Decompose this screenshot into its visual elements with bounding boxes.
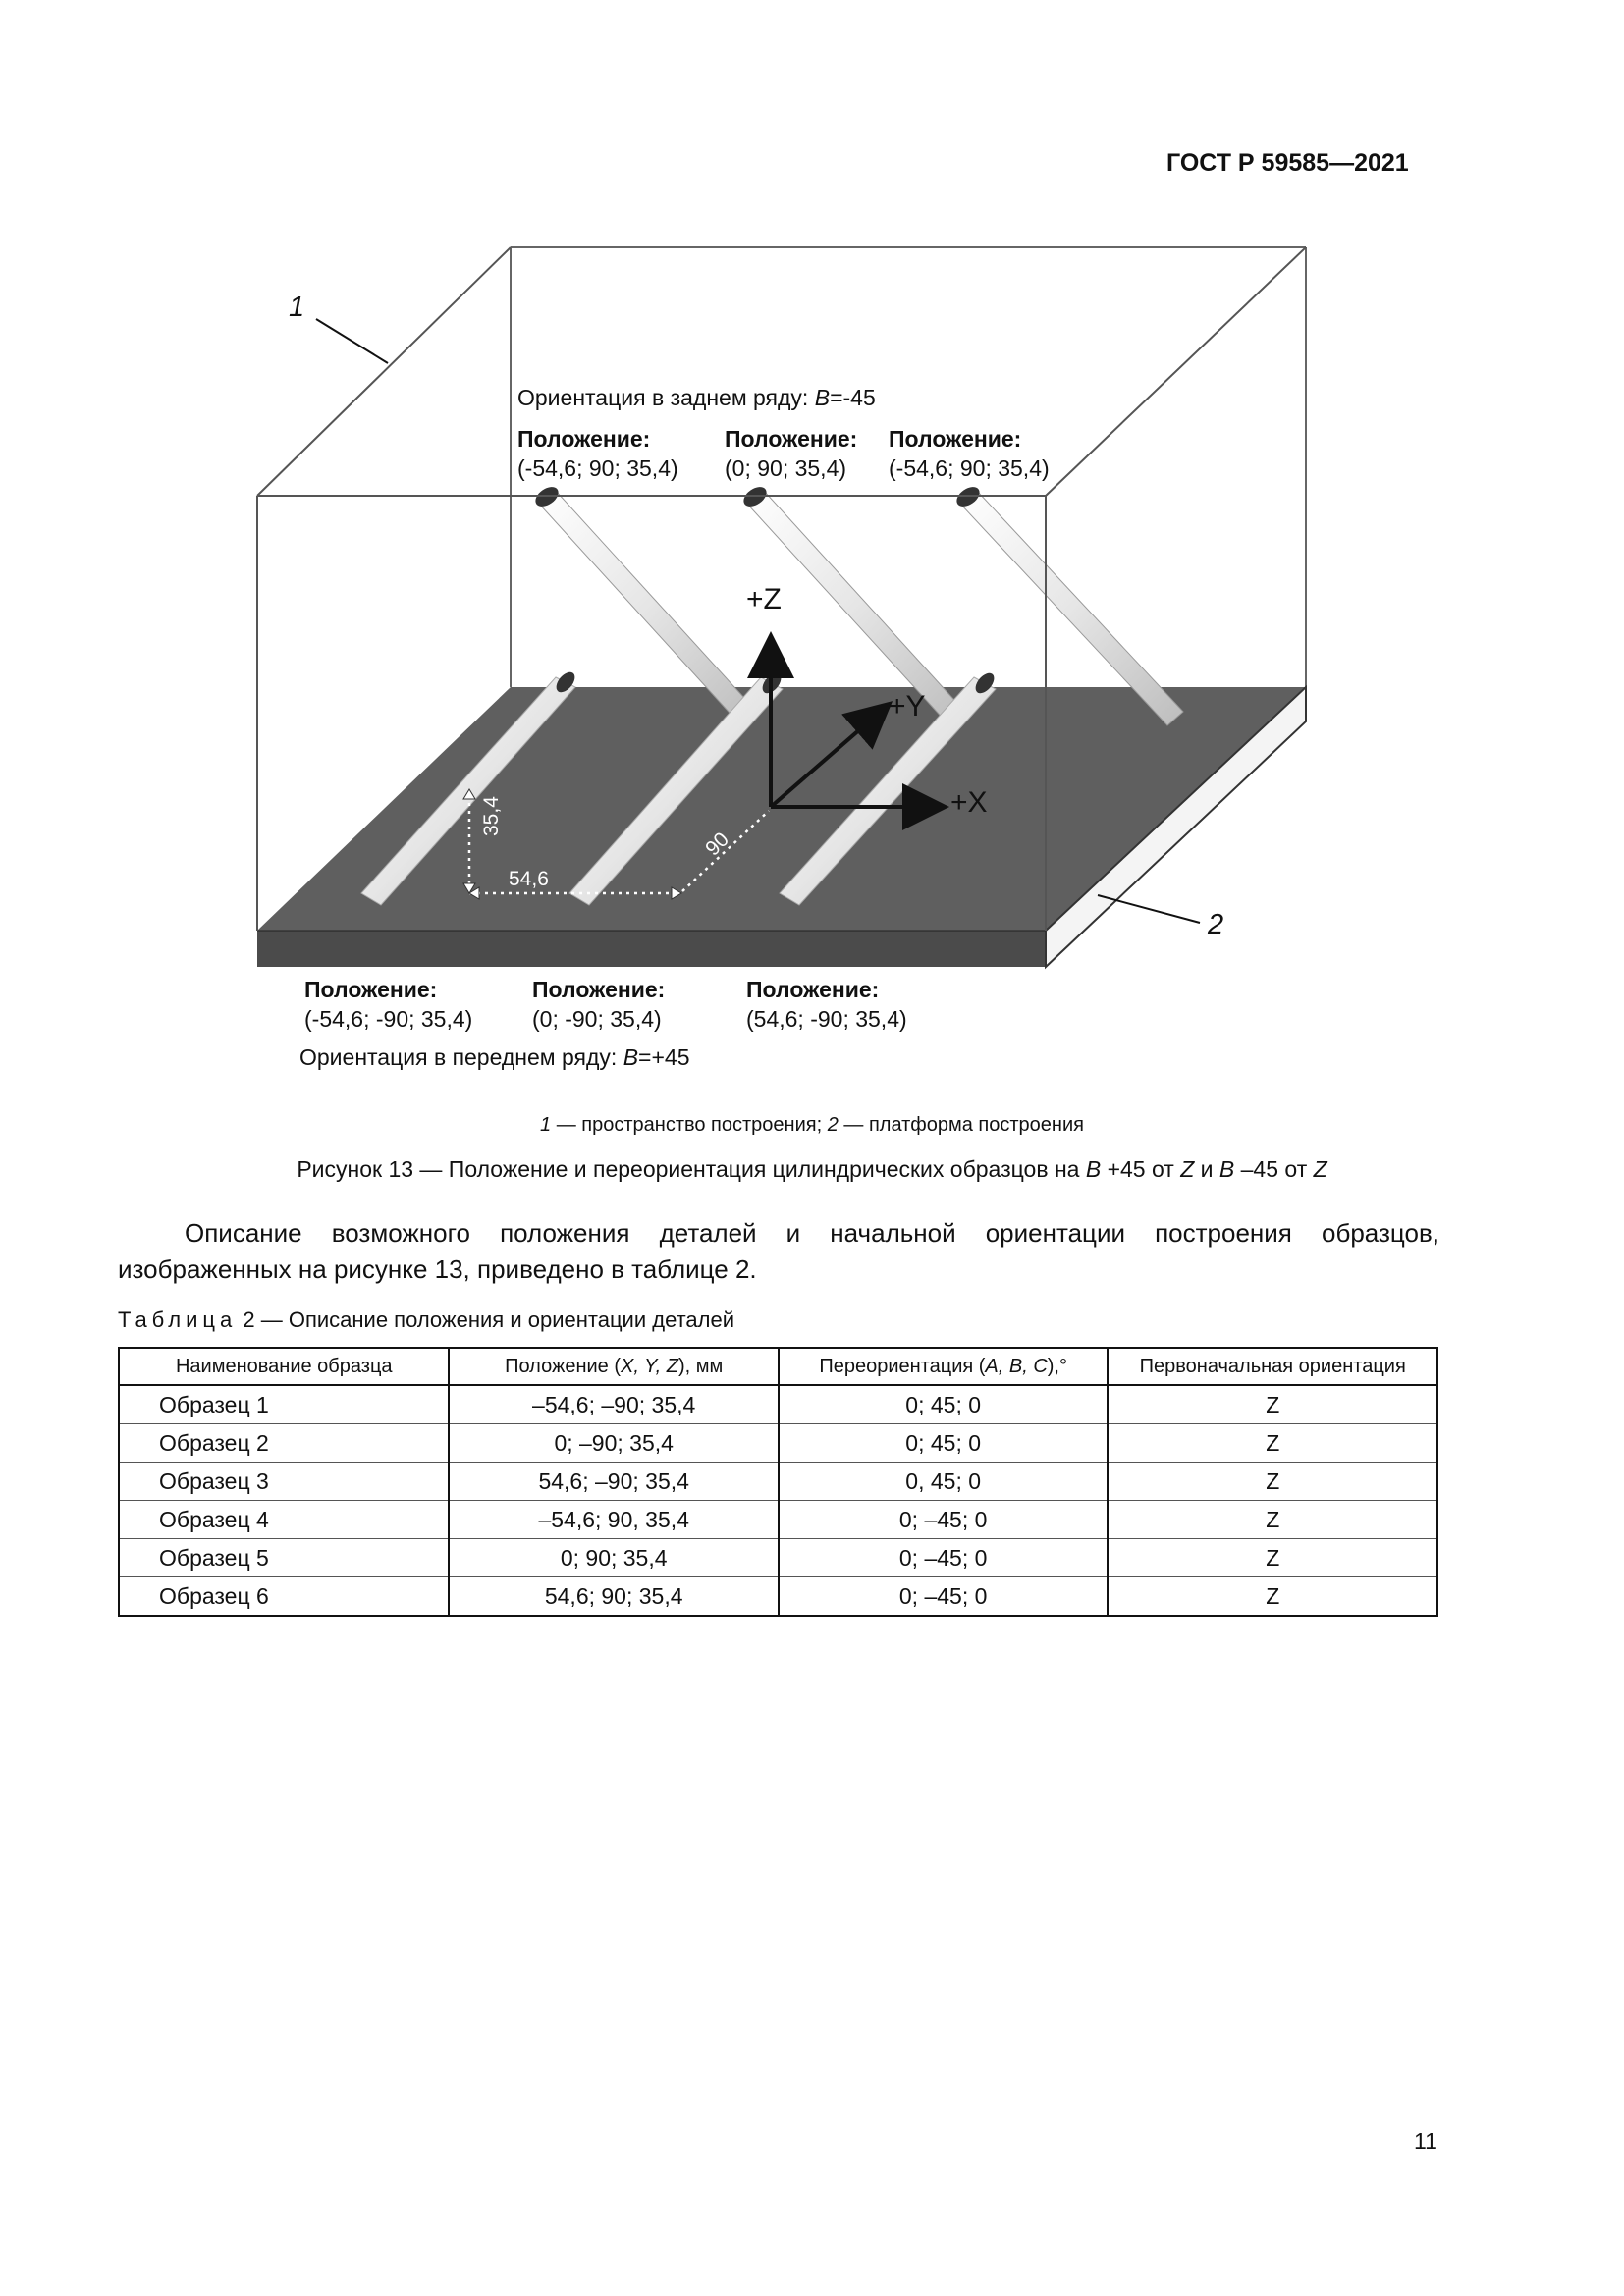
cell-initial: Z [1108, 1539, 1437, 1577]
cell-initial: Z [1108, 1424, 1437, 1463]
cell-name: Образец 1 [119, 1385, 449, 1424]
y-axis-label: +Y [889, 690, 926, 722]
callout-2-label: 2 [1208, 909, 1224, 940]
cell-name: Образец 2 [119, 1424, 449, 1463]
x-axis-label: +X [950, 786, 988, 819]
table-caption: Таблица 2 — Описание положения и ориентации деталей [118, 1308, 734, 1332]
cell-initial: Z [1108, 1501, 1437, 1539]
table-row [119, 1577, 1437, 1617]
table-row [119, 1539, 1437, 1577]
table-row [119, 1385, 1437, 1424]
table-header-row [119, 1348, 1437, 1385]
header-name: Наименование образца [119, 1348, 449, 1385]
cell-initial: Z [1108, 1577, 1437, 1617]
cell-name: Образец 5 [119, 1539, 449, 1577]
back-position-2: Положение: (0; 90; 35,4) [725, 426, 858, 481]
dimension-y-label: 90 [701, 828, 733, 861]
callout-1-leader [316, 319, 388, 363]
cell-name: Образец 4 [119, 1501, 449, 1539]
table-row [119, 1501, 1437, 1539]
cell-reorientation: 0; –45; 0 [779, 1539, 1109, 1577]
cell-name: Образец 3 [119, 1463, 449, 1501]
cell-position: –54,6; –90; 35,4 [449, 1385, 778, 1424]
dimension-height-label: 35,4 [480, 796, 503, 836]
header-initial-orientation: Первоначальная ориентация [1108, 1348, 1437, 1385]
cell-name: Образец 6 [119, 1577, 449, 1617]
table-row [119, 1463, 1437, 1501]
cell-position: 54,6; –90; 35,4 [449, 1463, 778, 1501]
dimension-x-label: 54,6 [509, 868, 549, 890]
callout-2-leader [1098, 895, 1200, 923]
specimens-table [118, 1347, 1438, 1617]
callout-1-label: 1 [289, 292, 305, 323]
document-code: ГОСТ Р 59585—2021 [1166, 149, 1409, 177]
cell-position: –54,6; 90, 35,4 [449, 1501, 778, 1539]
front-position-1: Положение: (-54,6; -90; 35,4) [304, 977, 473, 1032]
platform-front-face [257, 931, 1046, 967]
table-row [119, 1424, 1437, 1463]
back-row-orientation: Ориентация в заднем ряду: B=-45 [517, 385, 876, 410]
back-position-1: Положение: (-54,6; 90; 35,4) [517, 426, 678, 481]
figure-13-diagram [0, 0, 1624, 1099]
header-position: Положение (X, Y, Z), мм [449, 1348, 778, 1385]
page-number: 11 [1414, 2128, 1437, 2154]
figure-caption: Рисунок 13 — Положение и переориентация цилиндрических образцов на B +45 от Z и B –45 от Z [297, 1156, 1327, 1182]
cell-position: 54,6; 90; 35,4 [449, 1577, 778, 1617]
z-axis-label: +Z [746, 583, 782, 615]
front-row-orientation: Ориентация в переднем ряду: B=+45 [299, 1044, 690, 1070]
figure-legend: 1 — пространство построения; 2 — платформа построения [540, 1114, 1084, 1136]
cell-reorientation: 0; 45; 0 [779, 1385, 1109, 1424]
cell-reorientation: 0; –45; 0 [779, 1501, 1109, 1539]
cell-reorientation: 0; –45; 0 [779, 1577, 1109, 1617]
cell-position: 0; –90; 35,4 [449, 1424, 778, 1463]
build-platform [257, 687, 1306, 967]
cell-initial: Z [1108, 1385, 1437, 1424]
header-reorientation: Переориентация (A, B, C),° [779, 1348, 1109, 1385]
cell-reorientation: 0; 45; 0 [779, 1424, 1109, 1463]
body-paragraph: Описание возможного положения деталей и начальной ориентации построения образцов, изображенных на рисунке 13, приведено в таблице 2. [118, 1218, 1439, 1284]
cell-initial: Z [1108, 1463, 1437, 1501]
back-position-3: Положение: (-54,6; 90; 35,4) [889, 426, 1050, 481]
cell-position: 0; 90; 35,4 [449, 1539, 778, 1577]
front-position-2: Положение: (0; -90; 35,4) [532, 977, 666, 1032]
front-position-3: Положение: (54,6; -90; 35,4) [746, 977, 907, 1032]
cell-reorientation: 0, 45; 0 [779, 1463, 1109, 1501]
